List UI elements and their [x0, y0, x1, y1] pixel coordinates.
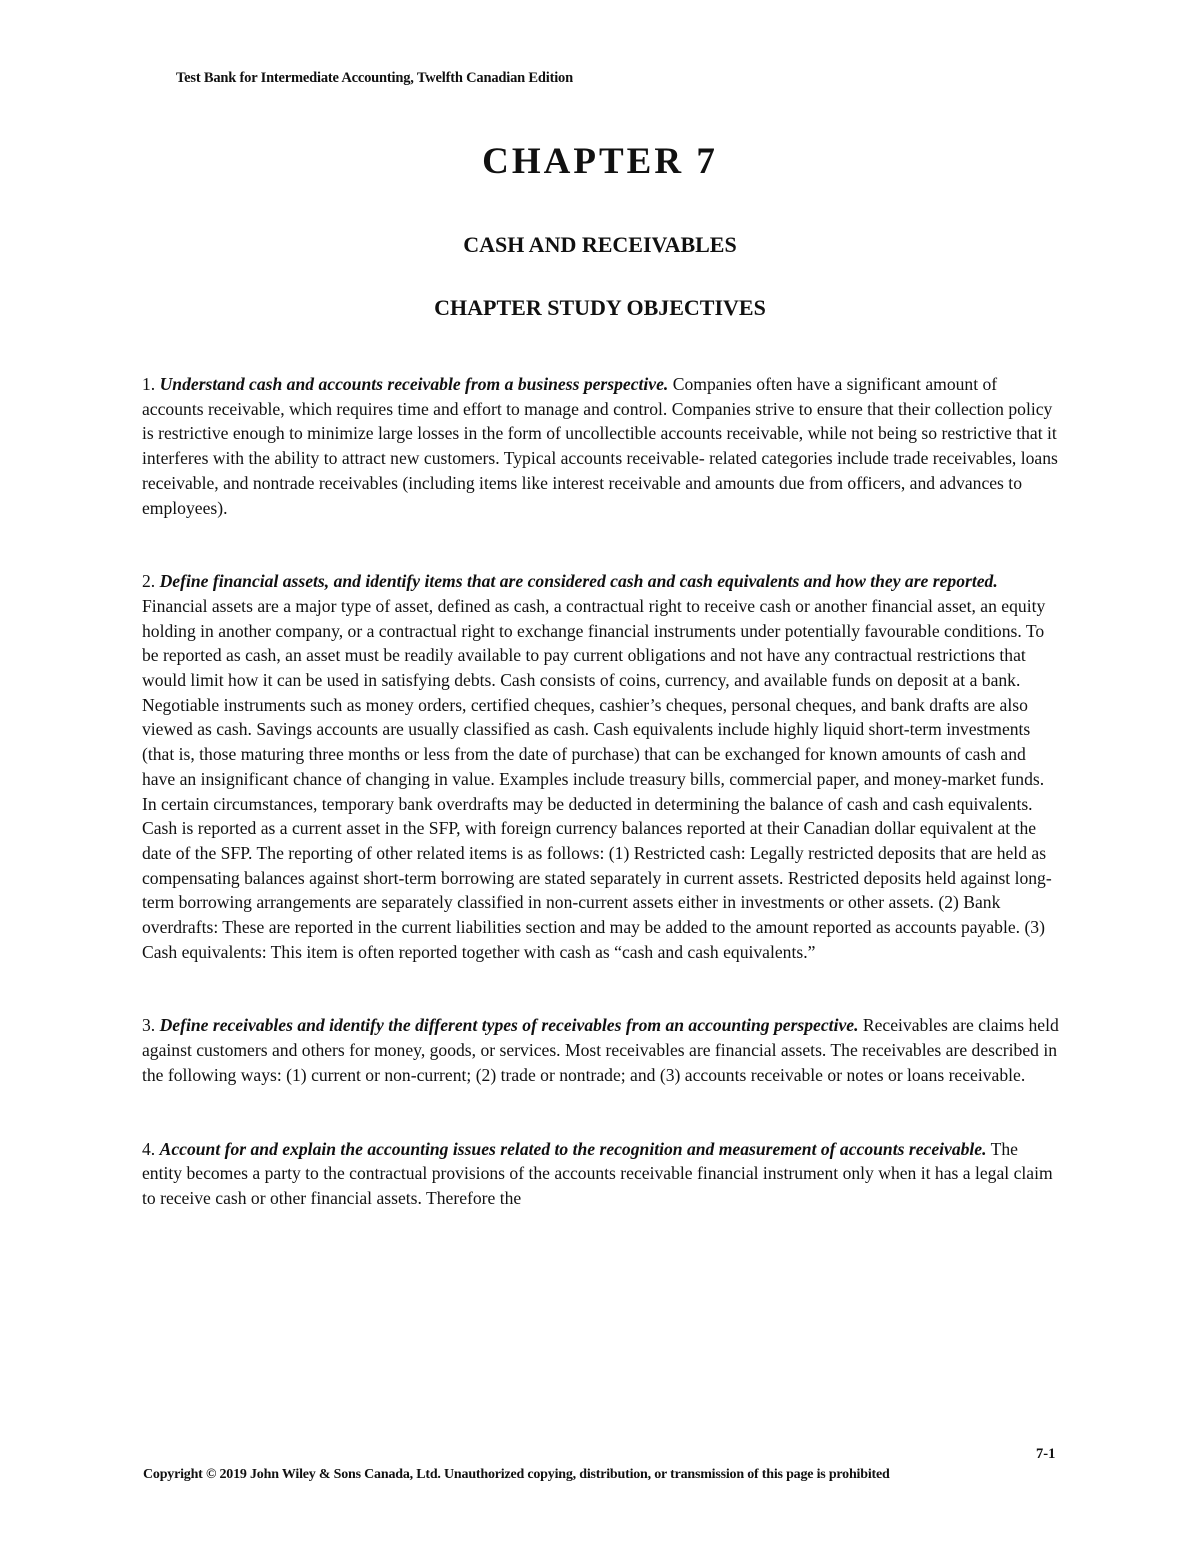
objective-3 [142, 1013, 1062, 1087]
objective-number: 3. [142, 1015, 160, 1036]
objective-number: 2. [142, 571, 160, 592]
objective-body: Financial assets are a major type of asset, defined as cash, a contractual right to receive cash or another financial asset, an equity holding in another company, or a contractual right to exchange financial instruments under potentially favourable conditions. To be reported as cash, an asset must be readily available to pay current obligations and not have any contractual restrictions that would limit how it can be used in satisfying debts. Cash consists of coins, currency, and available funds on deposit at a bank. Negotiable instruments such as money orders, certified cheques, cashier’s cheques, personal cheques, and bank drafts are also viewed as cash. Savings accounts are usually classified as cash. Cash equivalents include highly liquid short-term investments (that is, those maturing three months or less from the date of purchase) that can be exchanged for known amounts of cash and have an insignificant chance of changing in value. Examples include treasury bills, commercial paper, and money-market funds. In certain circumstances, temporary bank overdrafts may be deducted in determining the balance of cash and cash equivalents. [142, 595, 1046, 814]
study-objectives [142, 372, 1062, 1211]
objective-number: 1. [142, 374, 160, 394]
objective-2-continuation: Cash is reported as a current asset in the SFP, with foreign currency balances reported at their Canadian dollar equivalent at the date of the SFP. The reporting of other related items is as follows: (1) Restricted cash: Legally restricted deposits that are held as compensating balances against short-term borrowing are stated separately in current assets. Restricted deposits held against long-term borrowing arrangements are separately classified in non-current assets either in investments or other assets. (2) Bank overdrafts: These are reported in the current liabilities section and may be added to the amount reported as accounts payable. (3) Cash equivalents: This item is often reported together with cash as “cash and cash equivalents.” [142, 818, 1052, 962]
objective-body: Companies often have a significant amount of accounts receivable, which requires time and effort to manage and control. Companies strive to ensure that their collection policy is restrictive enough to minimize large losses in the form of uncollectible accounts receivable, while not being so restrictive that it interferes with the ability to attract new customers. Typical accounts receivable- related categories include trade receivables, loans receivable, and nontrade receivables (including items like interest receivable and amounts due from officers, and advances to employees). [142, 374, 1058, 518]
section-title: CHAPTER STUDY OBJECTIVES [434, 295, 766, 320]
objective-body: The entity becomes a party to the contractual provisions of the accounts receivable financial instrument only when it has a legal claim to receive cash or other financial assets. Therefore the [142, 1138, 1053, 1208]
objective-heading: Define receivables and identify the different types of receivables from an accounting perspective. [159, 1015, 859, 1036]
objective-body: Receivables are claims held against customers and others for money, goods, or services. Most receivables are financial assets. The receivables are described in the following ways: (1) current or non-current; (2) trade or nontrade; and (3) accounts receivable or notes or loans receivable. [142, 1015, 1059, 1085]
objective-4 [142, 1137, 1062, 1211]
objective-heading: Define financial assets, and identify items that are considered cash and cash equivalents and how they are reported. [159, 571, 998, 592]
running-header: Test Bank for Intermediate Accounting, Twelfth Canadian Edition [176, 70, 573, 86]
objective-2 [142, 569, 1062, 816]
objective-heading: Account for and explain the accounting issues related to the recognition and measurement of accounts receivable. [159, 1138, 987, 1159]
objective-number: 4. [142, 1138, 160, 1159]
objective-1 [142, 372, 1062, 520]
objective-heading: Understand cash and accounts receivable from a business perspective. [159, 374, 669, 394]
chapter-subtitle: CASH AND RECEIVABLES [463, 232, 737, 257]
page-number: 7-1 [1036, 1446, 1056, 1462]
copyright-footer: Copyright © 2019 John Wiley & Sons Canada, Ltd. Unauthorized copying, distribution, or transmission of this page is prohibited [143, 1467, 890, 1482]
chapter-title: CHAPTER 7 [482, 141, 718, 182]
